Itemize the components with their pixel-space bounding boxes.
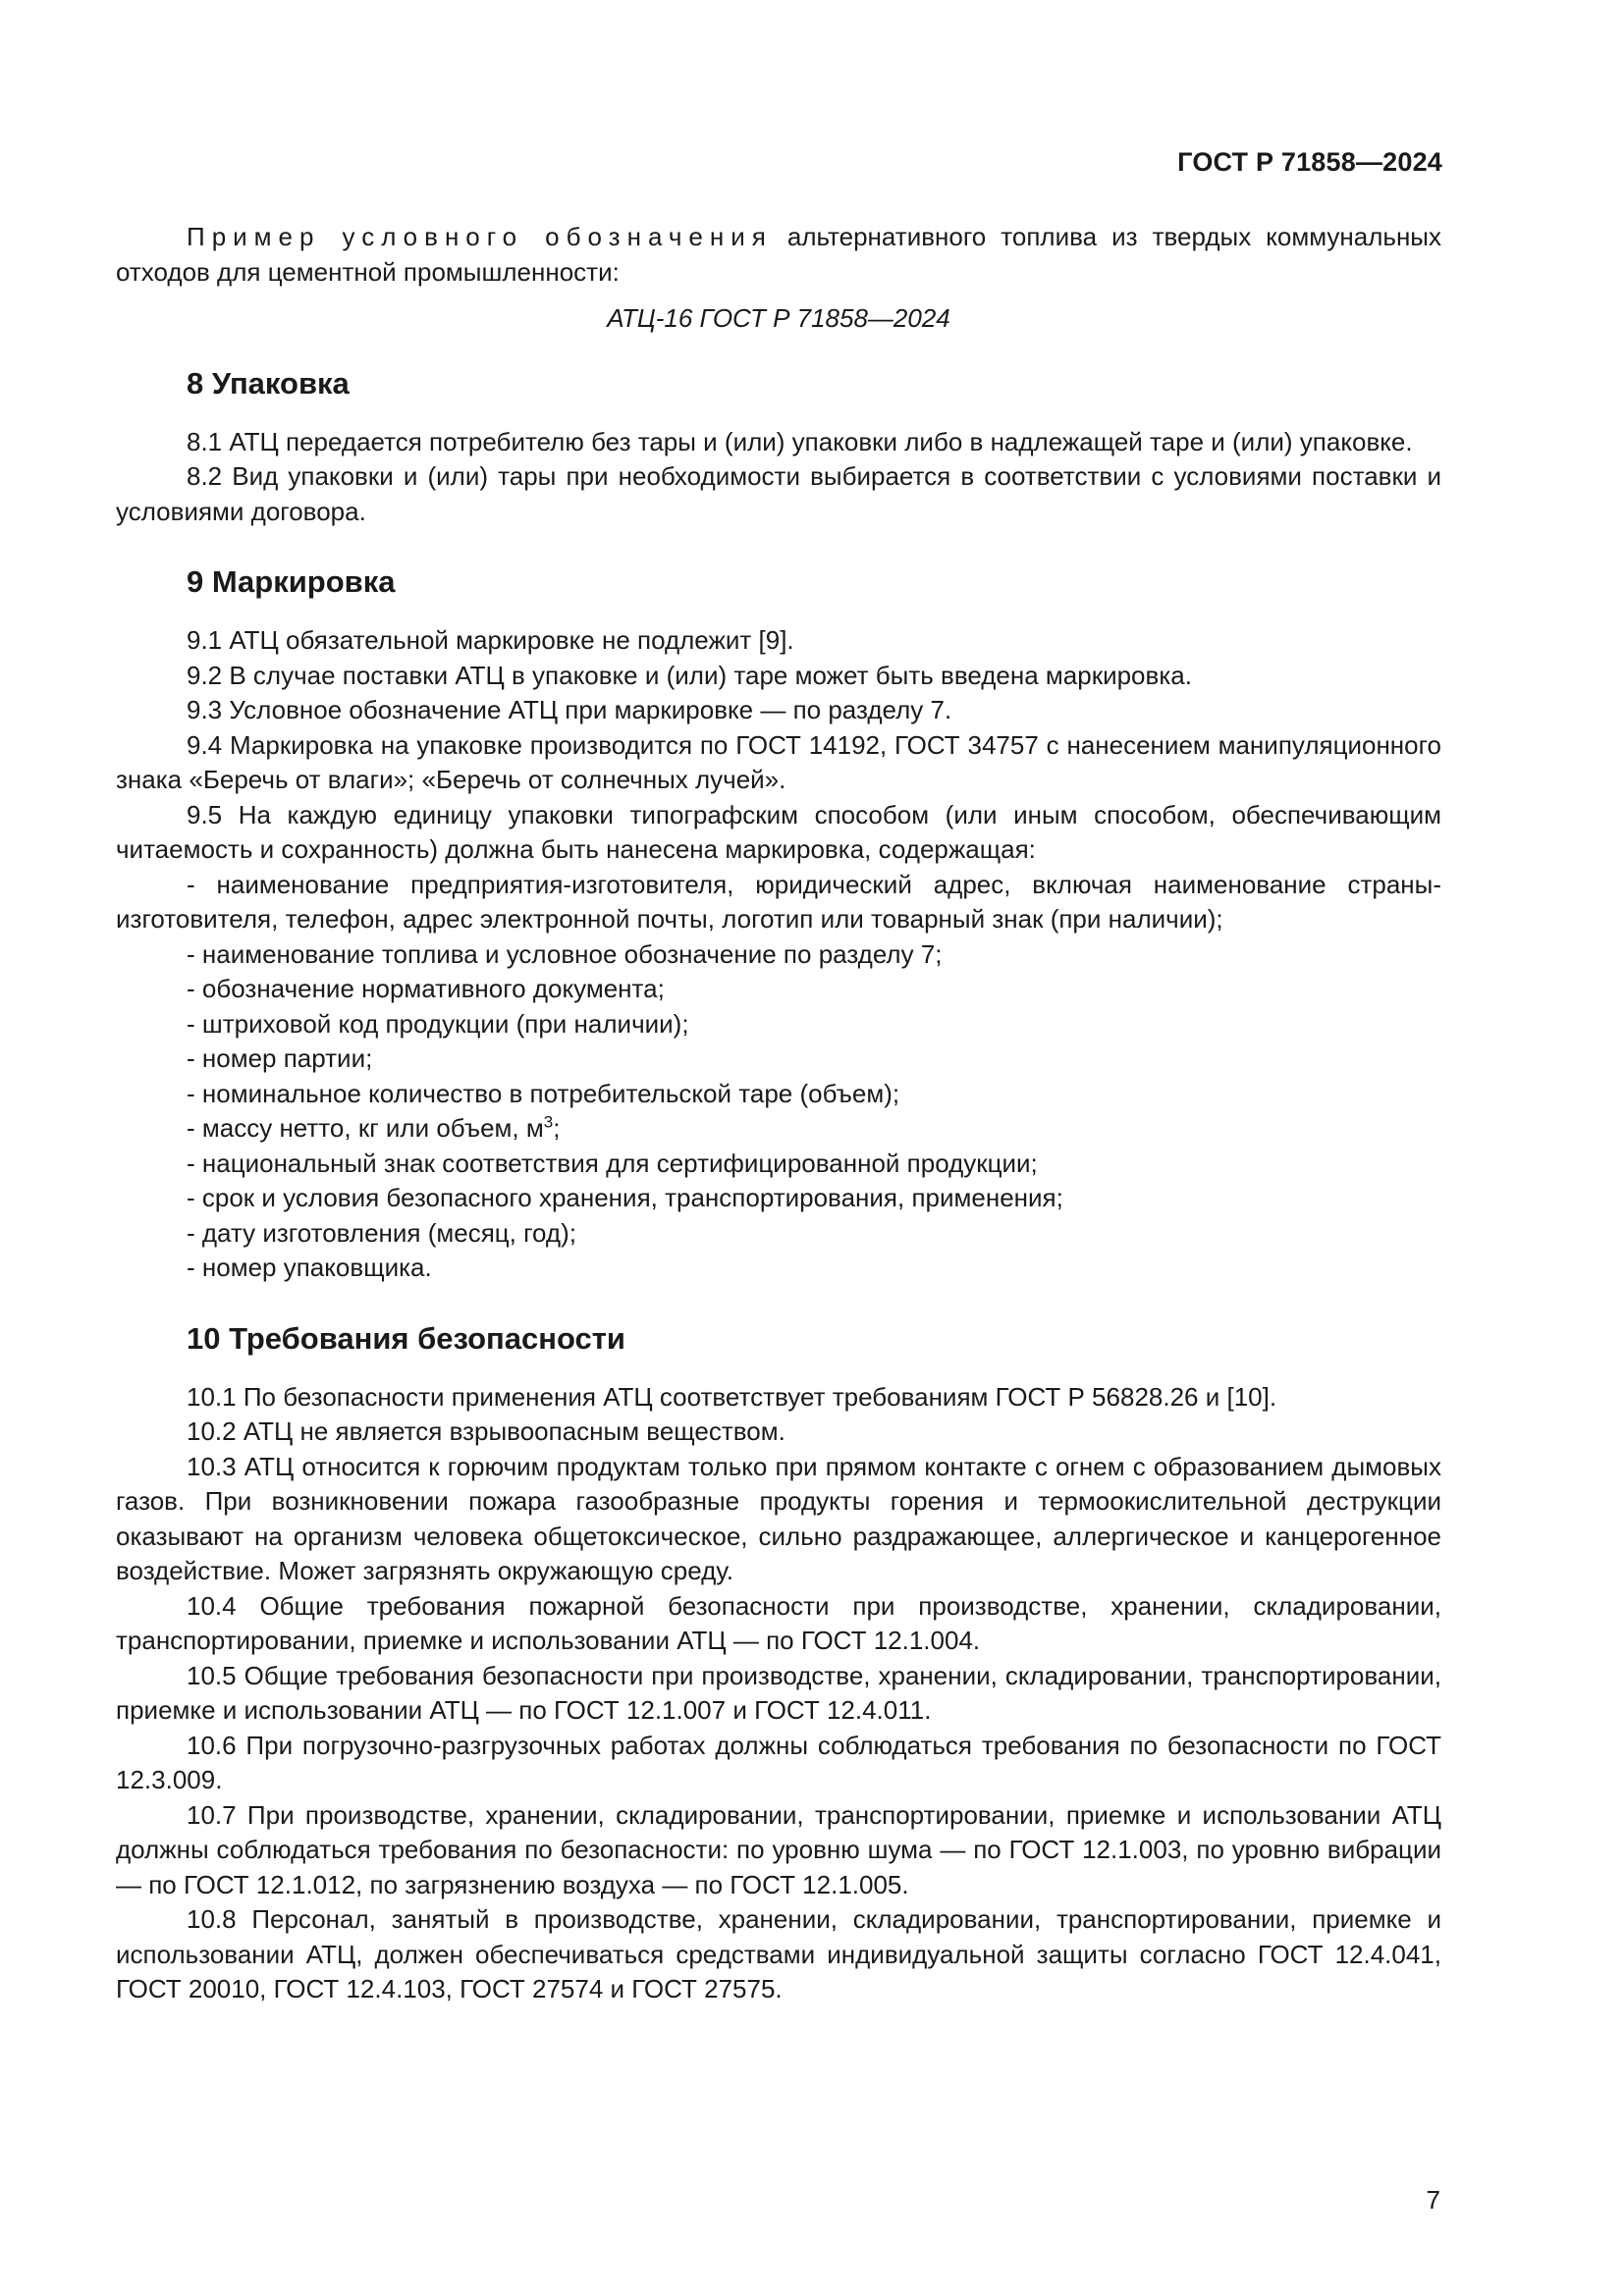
- marking-list-item: - обозначение нормативного документа;: [187, 974, 665, 1003]
- paragraph-8-2: 8.2 Вид упаковки и (или) тары при необходимости выбирается в соответствии с условиями поставки и условиями договора.: [116, 461, 1441, 526]
- paragraph-10-4: 10.4 Общие требования пожарной безопасности при производстве, хранении, складировании, транспортировании, приемке и использовании АТЦ — по ГОСТ 12.1.004.: [116, 1590, 1441, 1655]
- marking-list-item: - наименование предприятия-изготовителя, юридический адрес, включая наименование страны-изготовителя, телефон, адрес электронной почты, логотип или товарный знак (при наличии);: [116, 869, 1441, 934]
- example-paragraph: [116, 220, 1441, 290]
- section-10-heading: 10 Требования безопасности: [187, 1320, 625, 1356]
- paragraph-10-3: 10.3 АТЦ относится к горючим продуктам только при прямом контакте с огнем с образованием дымовых газов. При возникновении пожара газообразные продукты горения и термоокислительной деструкции оказывают на организм человека общетоксическое, сильно раздражающее, аллергическое и канцерогенное воздействие. Может загрязнять окружающую среду.: [116, 1451, 1441, 1585]
- marking-list-item-mass: [116, 1111, 1441, 1147]
- marking-list-item: - номер упаковщика.: [187, 1253, 432, 1282]
- paragraph-10-6: 10.6 При погрузочно-разгрузочных работах должны соблюдаться требования по безопасности по ГОСТ 12.3.009.: [116, 1730, 1441, 1794]
- example-designation: АТЦ-16 ГОСТ Р 71858—2024: [607, 303, 950, 333]
- paragraph-9-5: 9.5 На каждую единицу упаковки типографским способом (или иным способом, обеспечивающим читаемость и сохранность) должна быть нанесена маркировка, содержащая:: [116, 799, 1441, 864]
- paragraph-10-7: 10.7 При производстве, хранении, складировании, транспортировании, приемке и использовании АТЦ должны соблюдаться требования по безопасности: по уровню шума — по ГОСТ 12.1.003, по уровню вибрации — по ГОСТ 12.1.012, по загрязнению воздуха — по ГОСТ 12.1.005.: [116, 1799, 1441, 1899]
- section-8-heading: 8 Упаковка: [187, 365, 350, 400]
- paragraph-9-2: 9.2 В случае поставки АТЦ в упаковке и (или) таре может быть введена маркировка.: [187, 660, 1192, 690]
- paragraph-9-4: 9.4 Маркировка на упаковке производится по ГОСТ 14192, ГОСТ 34757 с нанесением манипуляционного знака «Беречь от влаги»; «Беречь от солнечных лучей».: [116, 729, 1441, 794]
- mass-text: - массу нетто, кг или объем, м: [187, 1113, 544, 1143]
- marking-list-item: - номинальное количество в потребительской таре (объем);: [187, 1078, 900, 1108]
- marking-list-item: - национальный знак соответствия для сертифицированной продукции;: [187, 1148, 1038, 1178]
- marking-list-item: - штриховой код продукции (при наличии);: [187, 1008, 689, 1039]
- mass-end: ;: [553, 1113, 561, 1143]
- page-content: [116, 220, 1441, 2007]
- paragraph-10-8: 10.8 Персонал, занятый в производстве, хранении, складировании, транспортировании, приемке и использовании АТЦ, должен обеспечиваться средствами индивидуальной защиты согласно ГОСТ 12.4.041, ГОСТ 20010, ГОСТ 12.4.103, ГОСТ 27574 и ГОСТ 27575.: [116, 1904, 1441, 2003]
- marking-list-item: - наименование топлива и условное обозначение по разделу 7;: [187, 938, 943, 969]
- mass-superscript: 3: [543, 1112, 554, 1132]
- paragraph-10-5: 10.5 Общие требования безопасности при производстве, хранении, складировании, транспортировании, приемке и использовании АТЦ — по ГОСТ 12.1.007 и ГОСТ 12.4.011.: [116, 1660, 1441, 1725]
- standard-id-header: ГОСТ Р 71858—2024: [1177, 147, 1442, 177]
- marking-list-item: - дату изготовления (месяц, год);: [187, 1217, 576, 1248]
- paragraph-9-1: 9.1 АТЦ обязательной маркировке не подлежит [9].: [187, 625, 794, 655]
- marking-list-item: - срок и условия безопасного хранения, транспортирования, применения;: [187, 1183, 1063, 1212]
- section-9-heading: 9 Маркировка: [187, 564, 396, 599]
- example-label: Пример условного обозначения: [187, 222, 773, 251]
- paragraph-10-1: 10.1 По безопасности применения АТЦ соответствует требованиям ГОСТ Р 56828.26 и [10].: [187, 1381, 1277, 1412]
- page-number: 7: [1426, 2185, 1440, 2215]
- marking-list-item: - номер партии;: [187, 1043, 373, 1073]
- paragraph-9-3: 9.3 Условное обозначение АТЦ при маркировке — по разделу 7.: [187, 695, 952, 724]
- example-text: альтернативного топлива из твердых коммунальных отходов для цементной промышленности:: [116, 222, 1441, 287]
- paragraph-8-1: 8.1 АТЦ передается потребителю без тары и (или) упаковки либо в надлежащей таре и (или) упаковке.: [187, 426, 1413, 456]
- paragraph-10-2: 10.2 АТЦ не является взрывоопасным веществом.: [187, 1416, 785, 1446]
